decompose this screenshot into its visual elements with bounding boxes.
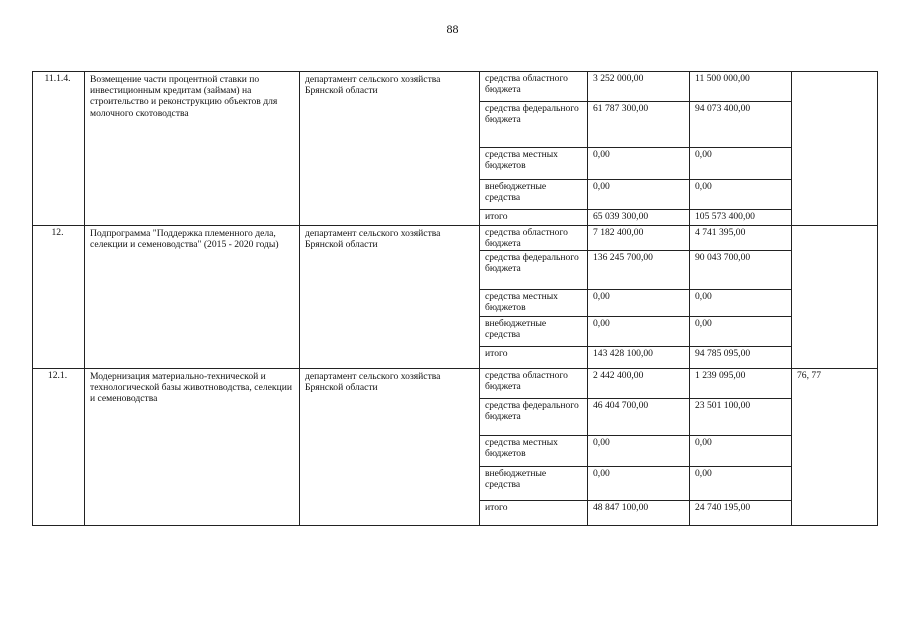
amount-col1: 0,00 [588,148,690,180]
item-name: Подпрограмма "Поддержка племенного дела, селекции и семеноводства" (2015 - 2020 годы) [85,226,300,369]
funding-source: средства федерального бюджета [480,102,588,148]
funding-source: итого [480,501,588,526]
funding-source: средства областного бюджета [480,72,588,102]
funding-source: внебюджетные средства [480,180,588,210]
funding-source: средства местных бюджетов [480,436,588,467]
amount-col1: 0,00 [588,290,690,317]
table-row [33,72,878,102]
amount-col2: 94 785 095,00 [690,347,792,369]
indicator-refs: 76, 77 [792,369,878,526]
amount-col1: 7 182 400,00 [588,226,690,251]
item-name: Возмещение части процентной ставки по инвестиционным кредитам (займам) на строительство и реконструкцию объектов для молочного скотоводства [85,72,300,226]
item-executor: департамент сельского хозяйства Брянской области [300,72,480,226]
budget-table [32,71,878,526]
amount-col1: 46 404 700,00 [588,399,690,436]
amount-col1: 0,00 [588,317,690,347]
item-executor: департамент сельского хозяйства Брянской области [300,369,480,526]
amount-col2: 0,00 [690,317,792,347]
item-number: 12. [33,226,85,369]
amount-col2: 90 043 700,00 [690,251,792,290]
amount-col2: 1 239 095,00 [690,369,792,399]
funding-source: средства областного бюджета [480,226,588,251]
page-number: 88 [446,22,459,36]
funding-source: средства федерального бюджета [480,399,588,436]
amount-col1: 3 252 000,00 [588,72,690,102]
funding-source: итого [480,210,588,226]
item-name: Модернизация материально-технической и технологической базы животноводства, селекции и семеноводства [85,369,300,526]
indicator-refs [792,72,878,226]
amount-col2: 0,00 [690,148,792,180]
amount-col1: 48 847 100,00 [588,501,690,526]
amount-col1: 2 442 400,00 [588,369,690,399]
amount-col1: 65 039 300,00 [588,210,690,226]
amount-col2: 4 741 395,00 [690,226,792,251]
item-number: 11.1.4. [33,72,85,226]
funding-source: средства местных бюджетов [480,148,588,180]
amount-col2: 0,00 [690,180,792,210]
amount-col2: 0,00 [690,467,792,501]
table-row [33,226,878,251]
amount-col2: 24 740 195,00 [690,501,792,526]
funding-source: итого [480,347,588,369]
amount-col2: 11 500 000,00 [690,72,792,102]
amount-col2: 0,00 [690,436,792,467]
item-number: 12.1. [33,369,85,526]
amount-col1: 61 787 300,00 [588,102,690,148]
item-executor: департамент сельского хозяйства Брянской области [300,226,480,369]
funding-source: внебюджетные средства [480,467,588,501]
funding-source: внебюджетные средства [480,317,588,347]
funding-source: средства федерального бюджета [480,251,588,290]
amount-col2: 94 073 400,00 [690,102,792,148]
funding-source: средства областного бюджета [480,369,588,399]
indicator-refs [792,226,878,369]
amount-col1: 0,00 [588,180,690,210]
funding-source: средства местных бюджетов [480,290,588,317]
table-row [33,369,878,399]
amount-col1: 0,00 [588,436,690,467]
amount-col2: 105 573 400,00 [690,210,792,226]
amount-col1: 0,00 [588,467,690,501]
amount-col2: 23 501 100,00 [690,399,792,436]
amount-col2: 0,00 [690,290,792,317]
amount-col1: 143 428 100,00 [588,347,690,369]
amount-col1: 136 245 700,00 [588,251,690,290]
